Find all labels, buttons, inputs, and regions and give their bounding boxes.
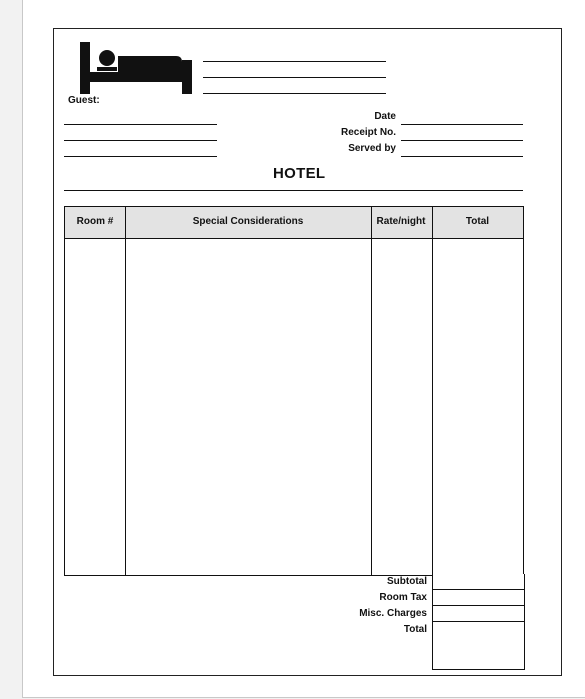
col-divider-right	[523, 207, 524, 575]
col-total: Total	[465, 216, 490, 227]
room-tax-label: Room Tax	[379, 592, 427, 603]
receipt-label: Receipt No.	[340, 127, 396, 138]
subtotal-field[interactable]	[432, 574, 525, 590]
date-label: Date	[374, 111, 396, 122]
total-label: Total	[403, 624, 427, 635]
total-field[interactable]	[432, 622, 525, 670]
col-divider-2	[371, 207, 372, 575]
date-field[interactable]	[401, 124, 523, 125]
header-line-2	[203, 77, 386, 78]
subtotal-label: Subtotal	[387, 576, 427, 587]
room-tax-field[interactable]	[432, 590, 525, 606]
charges-table	[64, 206, 524, 576]
served-by-field[interactable]	[401, 156, 523, 157]
misc-charges-field[interactable]	[432, 606, 525, 622]
misc-charges-label: Misc. Charges	[359, 608, 427, 619]
col-divider-3	[432, 207, 433, 575]
col-room: Room #	[76, 216, 114, 227]
col-divider-1	[125, 207, 126, 575]
guest-line-1[interactable]	[64, 124, 217, 125]
title-divider	[64, 190, 523, 191]
table-header	[65, 207, 524, 239]
bed-icon	[78, 42, 194, 94]
header-line-3	[203, 93, 386, 94]
guest-line-3[interactable]	[64, 156, 217, 157]
col-special-considerations: Special Considerations	[192, 216, 304, 227]
served-by-label: Served by	[348, 143, 396, 154]
header-line-1	[203, 61, 386, 62]
guest-label: Guest:	[68, 95, 100, 106]
form-title: HOTEL	[273, 165, 326, 182]
receipt-field[interactable]	[401, 140, 523, 141]
col-rate-night: Rate/night	[376, 216, 426, 227]
guest-line-2[interactable]	[64, 140, 217, 141]
